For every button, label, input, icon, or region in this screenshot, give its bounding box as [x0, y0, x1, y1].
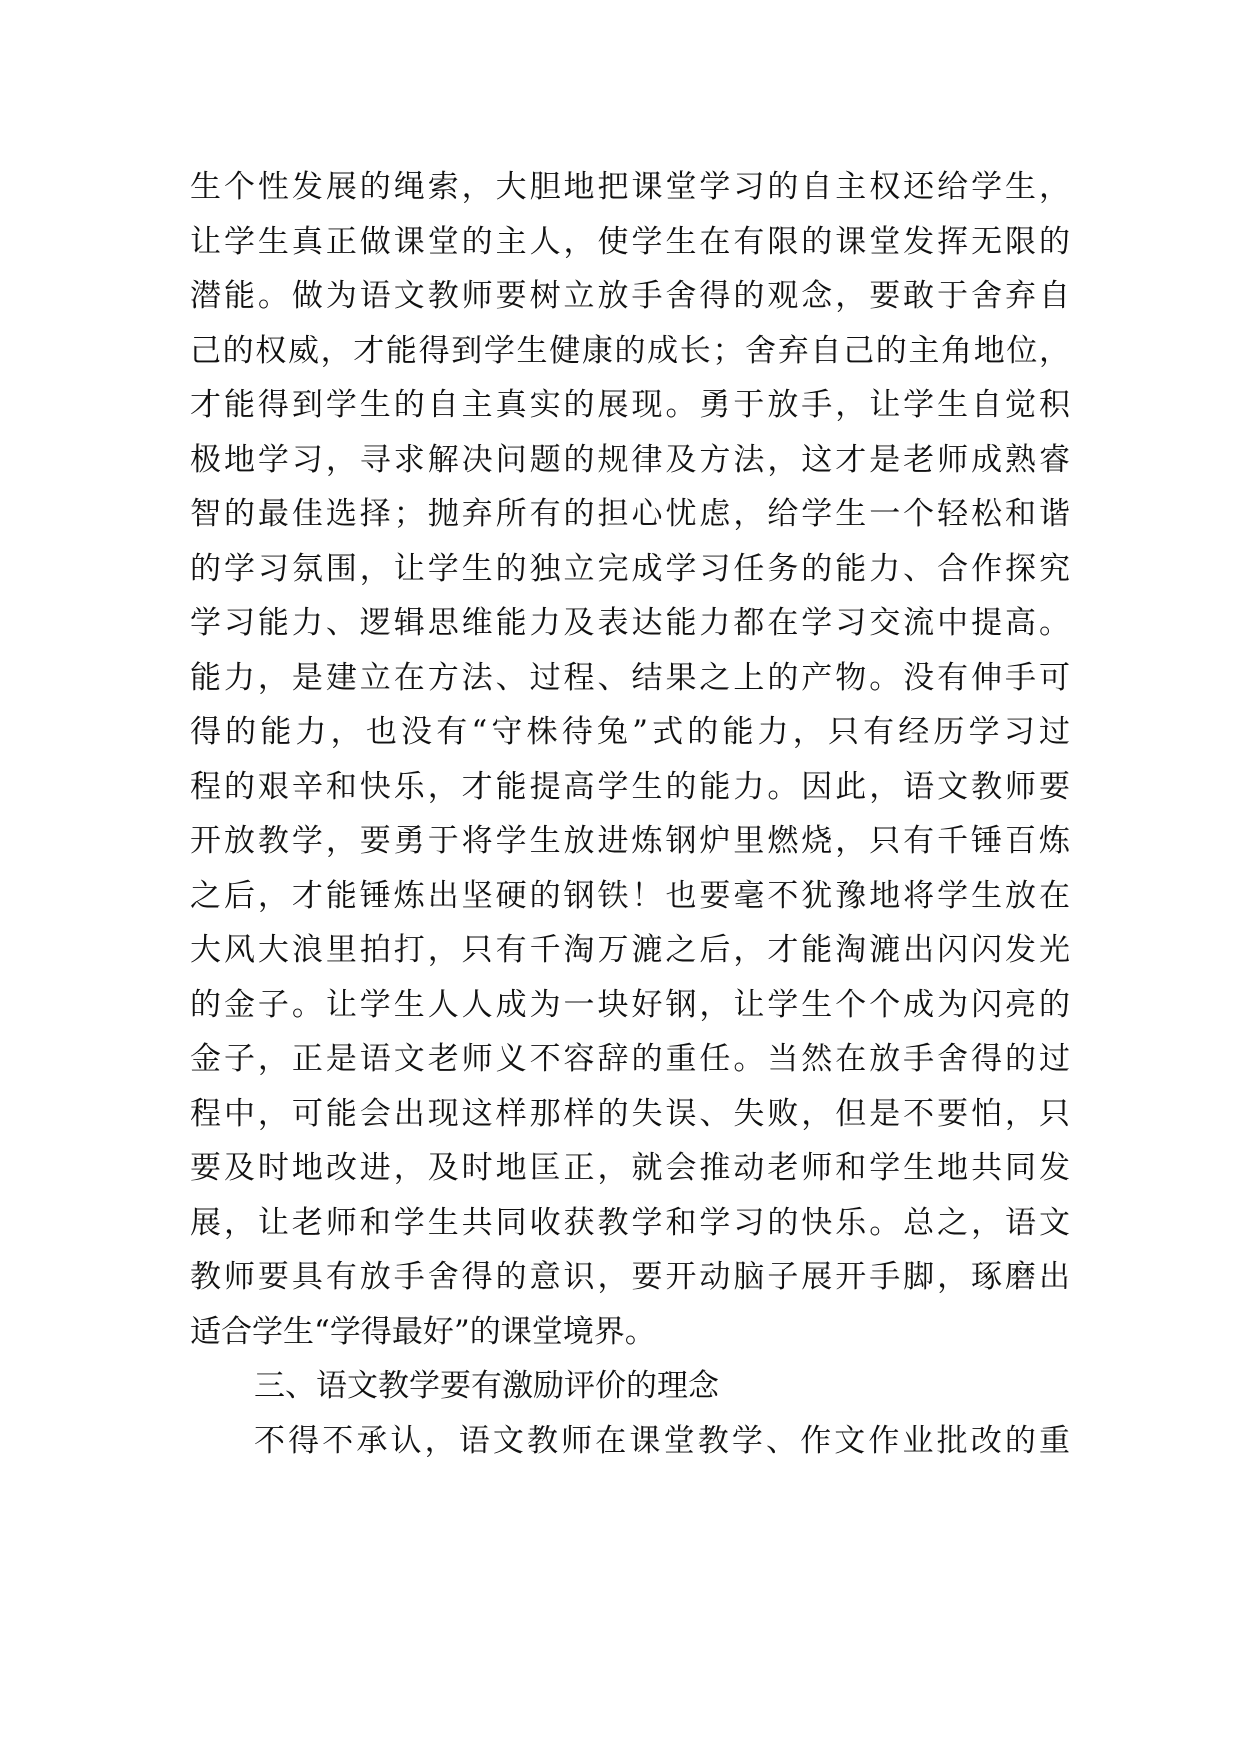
- text-line-7: 智的最佳选择；抛弃所有的担心忧虑，给学生一个轻松和谐: [190, 496, 1070, 532]
- document-body: [190, 160, 1070, 1468]
- text-line-18: 程中，可能会出现这样那样的失误、失败，但是不要怕，只: [190, 1095, 1070, 1132]
- paragraph-start-line: 不得不承认，语文教师在课堂教学、作文作业批改的重: [254, 1422, 1070, 1459]
- text-line-11: 得的能力，也没有“守株待兔”式的能力，只有经历学习过: [190, 714, 1070, 750]
- text-line-6: 极地学习，寻求解决问题的规律及方法，这才是老师成熟睿: [190, 441, 1070, 478]
- text-line-9: 学习能力、逻辑思维能力及表达能力都在学习交流中提高。: [190, 605, 1070, 641]
- text-line-21: 教师要具有放手舍得的意识，要开动脑子展开手脚，琢磨出: [190, 1259, 1070, 1295]
- section-heading: 三、语文教学要有激励评价的理念: [254, 1368, 719, 1404]
- text-line-4: 己的权威，才能得到学生健康的成长；舍弃自己的主角地位，: [190, 332, 1070, 369]
- text-line-10: 能力，是建立在方法、过程、结果之上的产物。没有伸手可: [190, 659, 1070, 696]
- text-line-13: 开放教学，要勇于将学生放进炼钢炉里燃烧，只有千锤百炼: [190, 823, 1070, 859]
- text-line-15: 大风大浪里拍打，只有千淘万漉之后，才能淘漉出闪闪发光: [190, 932, 1070, 968]
- paragraph-continued: [190, 160, 1070, 1359]
- text-line-8: 的学习氛围，让学生的独立完成学习任务的能力、合作探究: [190, 550, 1070, 587]
- text-line-22: 适合学生“学得最好”的课堂境界。: [190, 1313, 656, 1350]
- text-line-20: 展，让老师和学生共同收获教学和学习的快乐。总之，语文: [190, 1204, 1070, 1241]
- text-line-2: 让学生真正做课堂的主人，使学生在有限的课堂发挥无限的: [190, 223, 1070, 260]
- text-line-16: 的金子。让学生人人成为一块好钢，让学生个个成为闪亮的: [190, 986, 1070, 1023]
- text-line-19: 要及时地改进，及时地匡正，就会推动老师和学生地共同发: [190, 1150, 1070, 1186]
- text-line-3: 潜能。做为语文教师要树立放手舍得的观念，要敢于舍弃自: [190, 278, 1070, 314]
- text-line-1: 生个性发展的绳索，大胆地把课堂学习的自主权还给学生，: [190, 169, 1070, 205]
- text-line-14: 之后，才能锤炼出坚硬的钢铁！也要毫不犹豫地将学生放在: [190, 877, 1070, 914]
- text-line-17: 金子，正是语文老师义不容辞的重任。当然在放手舍得的过: [190, 1041, 1070, 1077]
- text-line-12: 程的艰辛和快乐，才能提高学生的能力。因此，语文教师要: [190, 768, 1070, 805]
- text-line-5: 才能得到学生的自主真实的展现。勇于放手，让学生自觉积: [190, 387, 1070, 423]
